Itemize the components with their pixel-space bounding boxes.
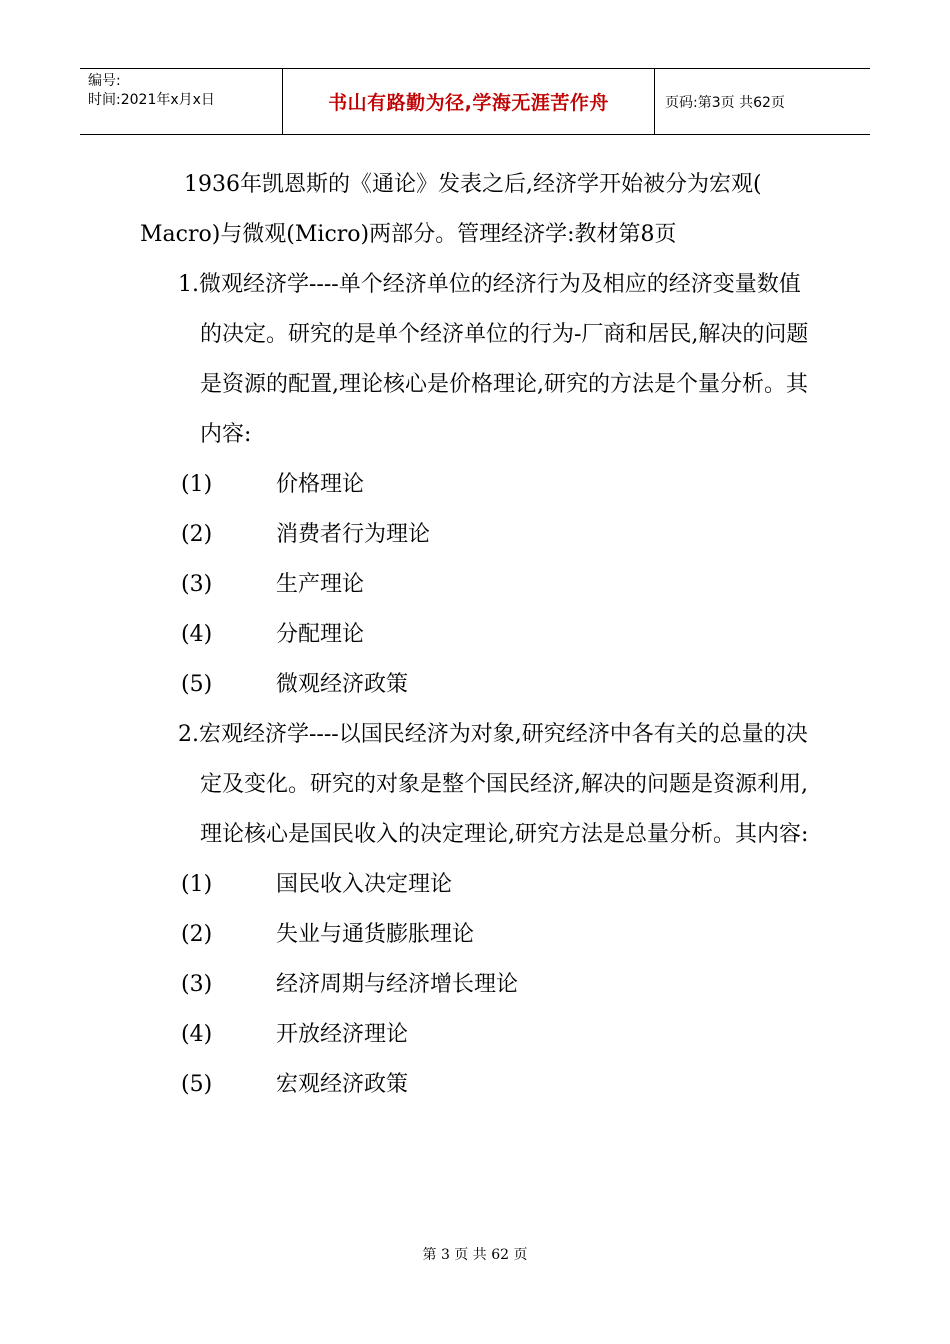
list-item	[140, 460, 812, 510]
list-item	[140, 860, 812, 910]
list-item-number: (3)	[181, 972, 213, 997]
list-item-number: (4)	[181, 622, 213, 647]
list-item-number: (3)	[181, 572, 213, 597]
list-item	[140, 610, 812, 660]
list-item-text: 价格理论	[276, 472, 365, 497]
header-number-label: 编号:	[88, 73, 121, 89]
section-1-list	[140, 460, 812, 710]
list-item-number: (5)	[181, 1072, 213, 1097]
list-item	[140, 660, 812, 710]
intro-paragraph: 1936年凯恩斯的《通论》发表之后,经济学开始被分为宏观( Macro)与微观(Micro)两部分。管理经济学:教材第8页	[140, 172, 762, 247]
list-item-text: 失业与通货膨胀理论	[276, 922, 475, 947]
section-1-paragraph: 1.微观经济学----单个经济单位的经济行为及相应的经济变量数值的决定。研究的是单个经济单位的行为-厂商和居民,解决的问题是资源的配置,理论核心是价格理论,研究的方法是个量分析。其内容:	[178, 272, 809, 447]
list-item-number: (4)	[181, 1022, 213, 1047]
list-item-text: 开放经济理论	[276, 1022, 409, 1047]
list-item	[140, 1010, 812, 1060]
list-item-number: (2)	[181, 922, 213, 947]
page-footer	[0, 1244, 950, 1264]
list-item-text: 微观经济政策	[276, 672, 409, 697]
list-item	[140, 960, 812, 1010]
list-item-number: (1)	[181, 872, 213, 897]
list-item	[140, 1060, 812, 1110]
list-item-text: 经济周期与经济增长理论	[276, 972, 519, 997]
list-item-text: 分配理论	[276, 622, 365, 647]
header-page-info-cell	[655, 69, 870, 134]
header-meta	[80, 69, 282, 134]
header-motto: 书山有路勤为径,学海无涯苦作舟	[328, 92, 609, 114]
page-header	[80, 68, 870, 135]
list-item-number: (2)	[181, 522, 213, 547]
list-item	[140, 560, 812, 610]
section-2-paragraph: 2.宏观经济学----以国民经济为对象,研究经济中各有关的总量的决定及变化。研究的对象是整个国民经济,解决的问题是资源利用,理论核心是国民收入的决定理论,研究方法是总量分析。其内容:	[178, 722, 809, 847]
list-item-number: (5)	[181, 672, 213, 697]
list-item-text: 生产理论	[276, 572, 365, 597]
list-item	[140, 910, 812, 960]
document-body	[140, 160, 812, 1110]
list-item-text: 消费者行为理论	[276, 522, 431, 547]
list-item-text: 国民收入决定理论	[276, 872, 453, 897]
list-item	[140, 510, 812, 560]
list-item-number: (1)	[181, 472, 213, 497]
footer-page-number: 第 3 页 共 62 页	[422, 1247, 528, 1263]
header-motto-cell	[282, 69, 655, 134]
section-2-list	[140, 860, 812, 1110]
header-page-info: 页码:第3页 共62页	[665, 94, 785, 111]
header-time-label: 时间:2021年x月x日	[88, 92, 215, 108]
list-item-text: 宏观经济政策	[276, 1072, 409, 1097]
